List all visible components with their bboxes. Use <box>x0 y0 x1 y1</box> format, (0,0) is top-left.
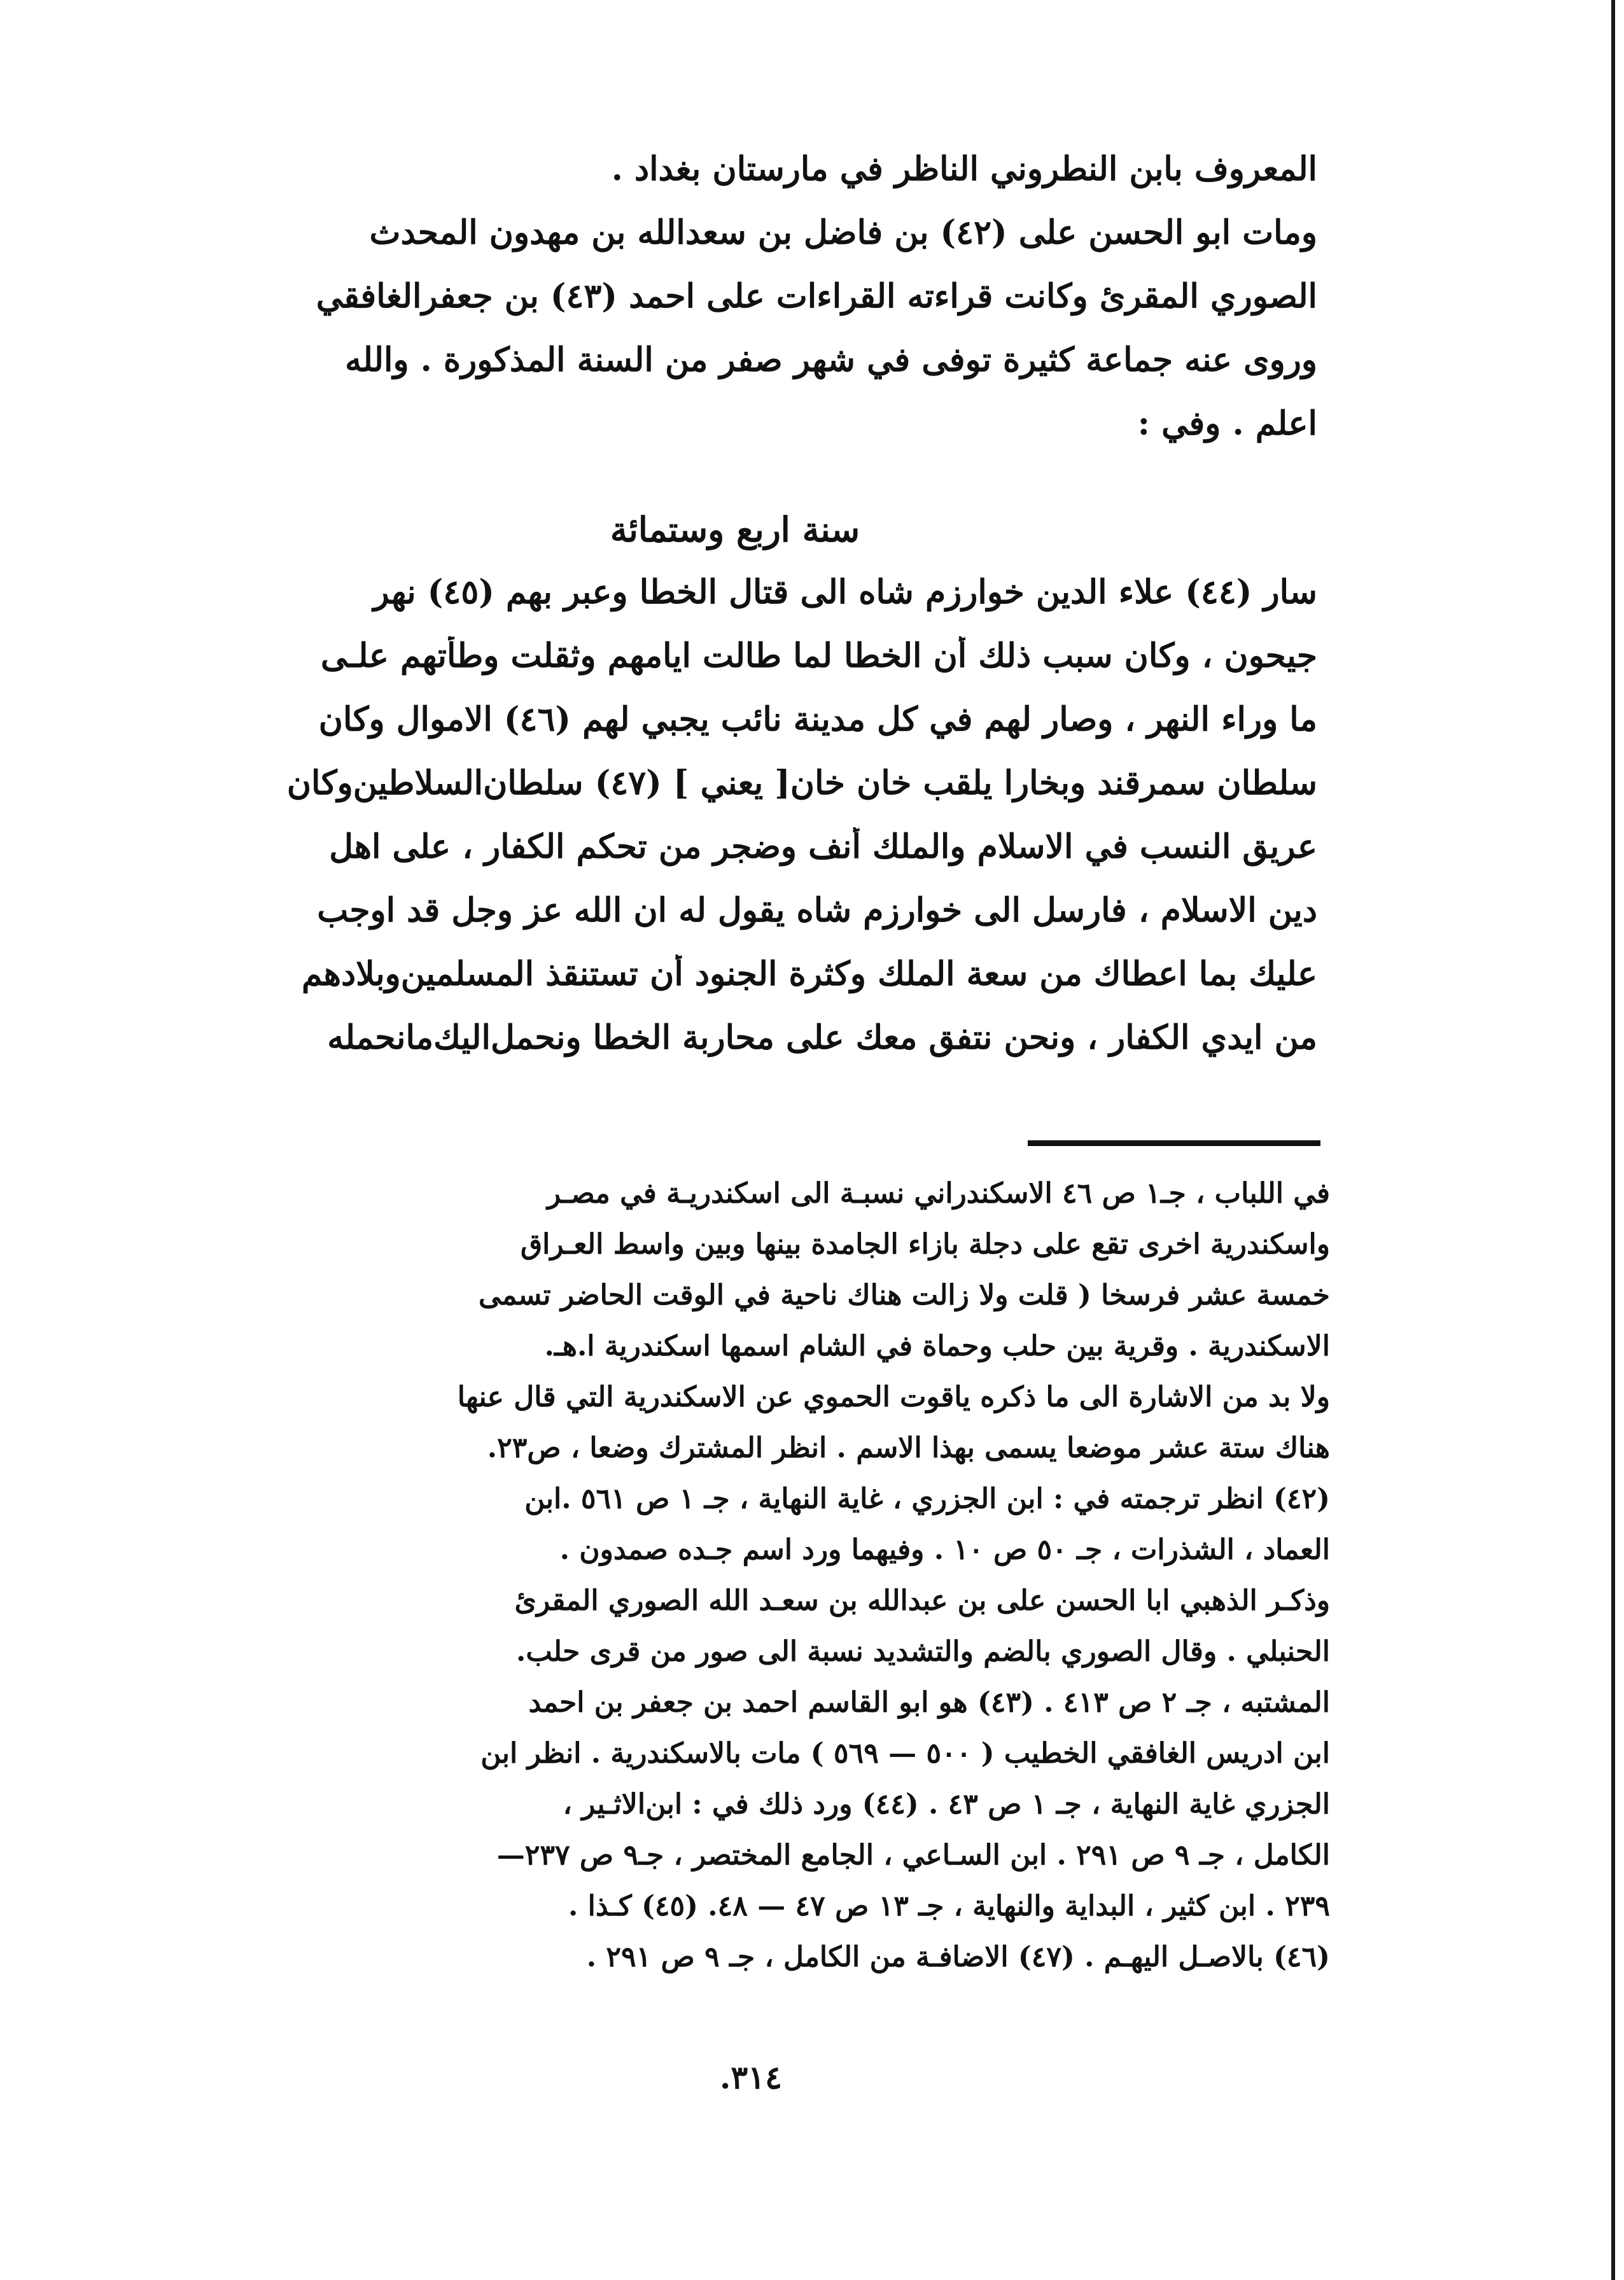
main-paragraph <box>153 573 1317 1095</box>
footnote-separator <box>1028 1140 1320 1146</box>
footnote-line: الاسكندرية . وقرية بين حلب وحماة في الشام اسمها اسكندرية ا.هـ. <box>544 1330 1330 1362</box>
footnote-line: هناك ستة عشر موضعا يسمى بهذا الاسم . انظر المشترك وضعا ، ص٢٣. <box>487 1432 1330 1464</box>
paragraph-line: جيحون ، وكان سبب ذلك أن الخطا لما طالت ايامهم وثقلت وطأتهم علـى <box>321 636 1317 675</box>
footnote-line: (٤٦) بالاصـل اليهـم . (٤٧) الاضافـة من الكامل ، جـ ٩ ص ٢٩١ . <box>586 1941 1330 1973</box>
footnote-line: المشتبه ، جـ ٢ ص ٤١٣ . (٤٣) هو ابو القاسم احمد بن جعفر بن احمد <box>528 1686 1330 1719</box>
section-heading: سنة اربع وستمائة <box>610 509 860 550</box>
paragraph-line: عليك بما اعطاك من سعة الملك وكثرة الجنود أن تستنقذ المسلمين‌وبلادهم <box>301 955 1317 993</box>
paragraph-line: المعروف بابن النطروني الناظر في مارستان بغداد . <box>611 150 1317 188</box>
footnote-line: ولا بد من الاشارة الى ما ذكره ياقوت الحموي عن الاسكندرية التي قال عنها <box>457 1381 1330 1413</box>
footnote-line: العماد ، الشذرات ، جـ ٥٠ ص ١٠ . وفيهما ورد اسم جـده صمدون . <box>559 1534 1330 1566</box>
footnote-line: الحنبلي . وقال الصوري بالضم والتشديد نسبة الى صور من قرى حلب. <box>516 1635 1330 1668</box>
footnote-line: في اللباب ، جـ١ ص ٤٦ الاسكندراني نسبـة الى اسكندريـة في مصـر <box>547 1177 1330 1210</box>
page-edge-border <box>1611 0 1615 2280</box>
footnote-line: الجزري غاية النهاية ، جـ ١ ص ٤٣ . (٤٤) ورد ذلك في : ابن‌الاثـير ، <box>563 1788 1330 1821</box>
paragraph-line: اعلم . وفي : <box>1137 404 1317 443</box>
page-number: ٣١٤. <box>720 2059 782 2096</box>
paragraph-line: دين الاسلام ، فارسل الى خوارزم شاه يقول له ان الله عز وجل قد اوجب <box>317 891 1317 930</box>
footnote-line: (٤٢) انظر ترجمته في : ابن الجزري ، غاية النهاية ، جـ ١ ص ٥٦١ .ابن <box>524 1483 1330 1515</box>
footnotes-block <box>172 1177 1330 2004</box>
paragraph-line: من ايدي الكفار ، ونحن نتفق معك على محاربة الخطا ونحمل‌اليك‌مانحمله <box>327 1018 1317 1057</box>
footnote-line: ابن ادريس الغافقي الخطيب ( ٥٠٠ — ٥٦٩ ) مات بالاسكندرية . انظر ابن <box>480 1737 1330 1770</box>
paragraph-line: عريق النسب في الاسلام والملك أنف وضجر من تحكم الكفار ، على اهل <box>329 827 1317 866</box>
top-paragraph <box>153 150 1317 480</box>
footnote-line: ٢٣٩ . ابن كثير ، البداية والنهاية ، جـ ١٣ ص ٤٧ — ٤٨. (٤٥) كـذا . <box>568 1890 1330 1922</box>
footnote-line: واسكندرية اخرى تقع على دجلة بازاء الجامدة بينها وبين واسط العـراق <box>520 1228 1330 1261</box>
footnote-line: الكامل ، جـ ٩ ص ٢٩١ . ابن السـاعي ، الجامع المختصر ، جـ٩ ص ٢٣٧— <box>496 1839 1330 1871</box>
paragraph-line: سار (٤٤) علاء الدين خوارزم شاه الى قتال الخطا وعبر بهم (٤٥) نهر <box>373 573 1317 612</box>
footnote-line: خمسة عشر فرسخا ( قلت ولا زالت هناك ناحية في الوقت الحاضر تسمى <box>479 1279 1330 1311</box>
paragraph-line: ما وراء النهر ، وصار لهم في كل مدينة نائب يجبي لهم (٤٦) الاموال وكان <box>318 700 1317 739</box>
paragraph-line: الصوري المقرئ وكانت قراءته القراءات على احمد (٤٣) بن جعفرالغافقي <box>316 277 1317 316</box>
paragraph-line: وروى عنه جماعة كثيرة توفى في شهر صفر من السنة المذكورة . والله <box>345 340 1317 379</box>
paragraph-line: ومات ابو الحسن على (٤٢) بن فاضل بن سعدالله بن مهدون المحدث <box>369 213 1317 252</box>
paragraph-line: سلطان سمرقند وبخارا يلقب خان خان[ يعني ] (٤٧) سلطان‌السلاطين‌وكان <box>286 764 1317 802</box>
footnote-line: وذكـر الذهبي ابا الحسن على بن عبدالله بن سعـد الله الصوري المقرئ <box>514 1584 1330 1617</box>
